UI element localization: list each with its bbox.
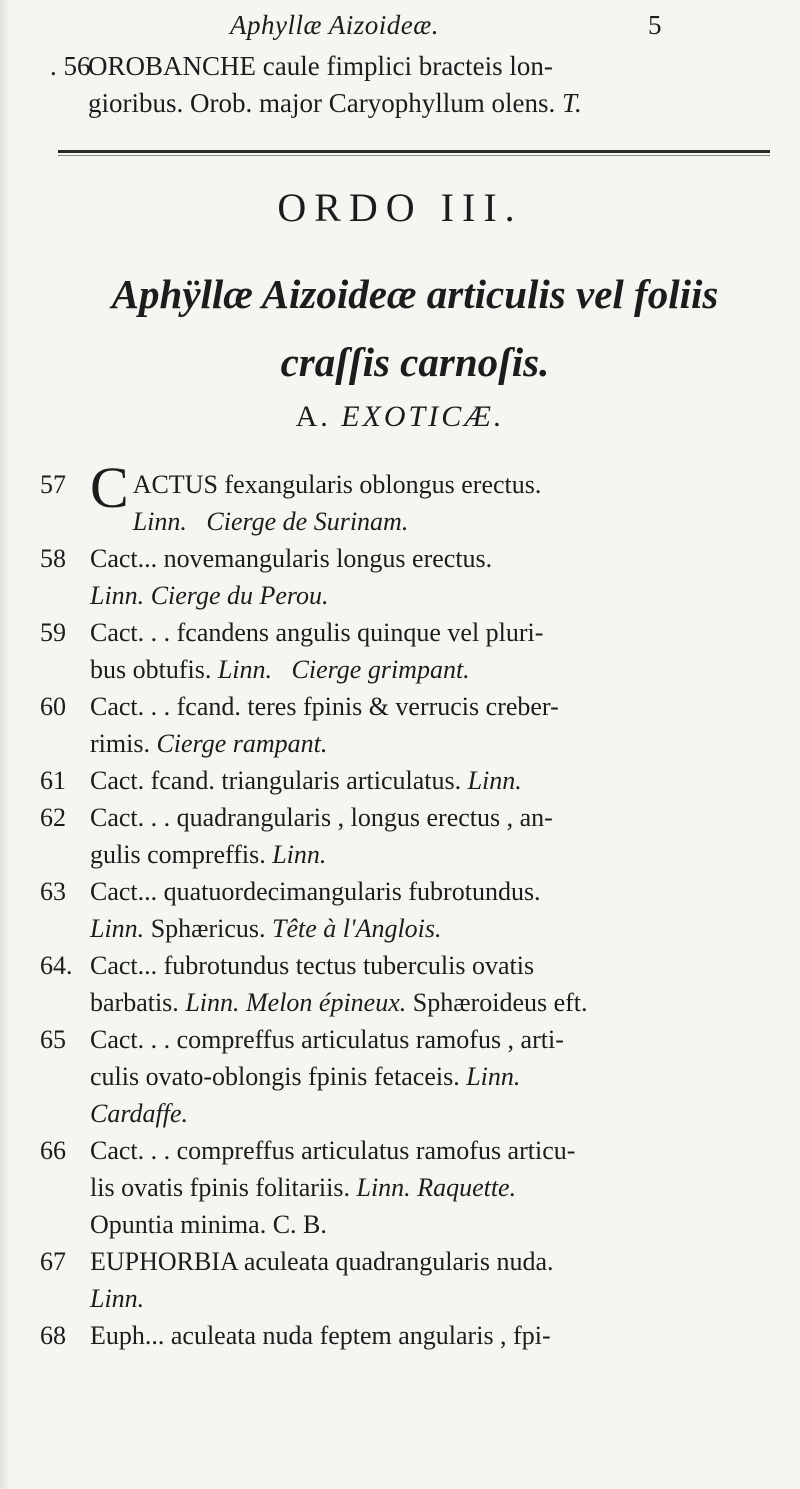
entry-line-cont: culis ovato-oblongis fpinis fetaceis.: [90, 1062, 460, 1091]
section-rule: [58, 150, 770, 153]
entry-number: 66: [40, 1136, 66, 1165]
entry-number: 64.: [40, 951, 73, 980]
entry-line: Cact... novemangularis longus erectus.: [90, 544, 493, 573]
entry-common-name: Melon épineux.: [246, 988, 407, 1017]
entry-56-line-2-text: gioribus. Orob. major Caryophyllum olens.: [88, 88, 556, 118]
entry-number: 57: [40, 470, 66, 499]
entry-56-line-2: [58, 85, 778, 122]
section-name: EXOTICÆ.: [341, 400, 505, 433]
drop-capital: C: [90, 455, 129, 520]
entry-author: Linn.: [185, 988, 240, 1017]
entry-common-name: Raquette.: [417, 1173, 517, 1202]
running-head: [0, 10, 800, 50]
entry-line: Euph... aculeata nuda feptem angularis , fpi-: [90, 1321, 551, 1350]
entry-common-name: Cierge rampant.: [156, 729, 328, 758]
entry-note: Sphæroideus eft.: [412, 988, 588, 1017]
entry-author: Linn.: [90, 1284, 145, 1313]
entry-line: Cact. . . compreffus articulatus ramofus , arti-: [90, 1025, 564, 1054]
entry-common-name: Cierge du Perou.: [150, 581, 329, 610]
section-rule-thin: [58, 155, 770, 156]
entry-author: Linn.: [132, 507, 187, 536]
entry-line: Cact... quatuordecimangularis fubrotundus.: [90, 877, 541, 906]
entry-line: Cact. fcand. triangularis articulatus.: [90, 766, 462, 795]
entry-line: EUPHORBIA aculeata quadrangularis nuda.: [90, 1247, 554, 1276]
entry-number: 65: [40, 1025, 66, 1054]
running-head-title: Aphyllæ Aizoideæ.: [230, 10, 439, 40]
entry-number: 60: [40, 692, 66, 721]
ordo-heading: ORDO III.: [277, 185, 523, 230]
entry-line: Cact. . . quadrangularis , longus erectus , an-: [90, 803, 553, 832]
section-letter: A.: [295, 400, 331, 433]
entry-line: Cact. . . fcand. teres fpinis & verrucis creber-: [90, 692, 559, 721]
entry-author: Linn.: [217, 655, 273, 684]
entry-line: Cact... fubrotundus tectus tuberculis ovatis: [90, 951, 535, 980]
entry-line-cont: Sphæricus.: [150, 914, 266, 943]
entry-number: 59: [40, 618, 66, 647]
entry-line: ACTUS fexangularis oblongus erectus.: [132, 470, 542, 499]
ordo-subtitle-line-2: craſſis carnoſis.: [280, 339, 550, 385]
entry-line-cont: bus obtufis.: [90, 655, 212, 684]
entry-number: 62: [40, 803, 66, 832]
entry-common-name: Cardaffe.: [90, 1099, 188, 1128]
entry-author: Linn.: [467, 766, 522, 795]
entry-line: Cact. . . fcandens angulis quinque vel pluri-: [90, 618, 544, 647]
entry-line-cont: barbatis.: [90, 988, 179, 1017]
entry-common-name: Cierge grimpant.: [291, 655, 470, 684]
entry-number: 67: [40, 1247, 66, 1276]
section-heading: [0, 400, 800, 434]
entry-author: Linn.: [90, 581, 145, 610]
entry-number: 58: [40, 544, 66, 573]
ordo-subtitle-line-1: Aphÿllæ Aizoideæ articulis vel foliis: [111, 271, 719, 317]
entry-line-cont: gulis compreffis.: [90, 840, 266, 869]
entry-author: Linn.: [272, 840, 327, 869]
page-number: 5: [648, 10, 662, 40]
entry-56-author: T.: [561, 88, 582, 118]
entry-number: . 56: [50, 51, 91, 81]
entry-author: Linn.: [466, 1062, 521, 1091]
entry-line-cont: lis ovatis fpinis folitariis.: [90, 1173, 350, 1202]
entry-common-name: Cierge de Surinam.: [206, 507, 409, 536]
entry-synonym: Opuntia minima. C. B.: [90, 1210, 327, 1239]
entry-56: [50, 48, 778, 122]
entry-number: 63: [40, 877, 66, 906]
entry-author: Linn.: [90, 914, 145, 943]
ordo-subtitle: [55, 260, 775, 396]
entry-author: Linn.: [356, 1173, 411, 1202]
entry-line-cont: rimis.: [90, 729, 150, 758]
entry-common-name: Tête à l'Anglois.: [272, 914, 442, 943]
entry-number: 68: [40, 1321, 66, 1350]
entry-number: 61: [40, 766, 66, 795]
entry-56-line-1: OROBANCHE caule fimplici bracteis lon-: [88, 51, 553, 81]
entry-line: Cact. . . compreffus articulatus ramofus articu-: [90, 1136, 576, 1165]
